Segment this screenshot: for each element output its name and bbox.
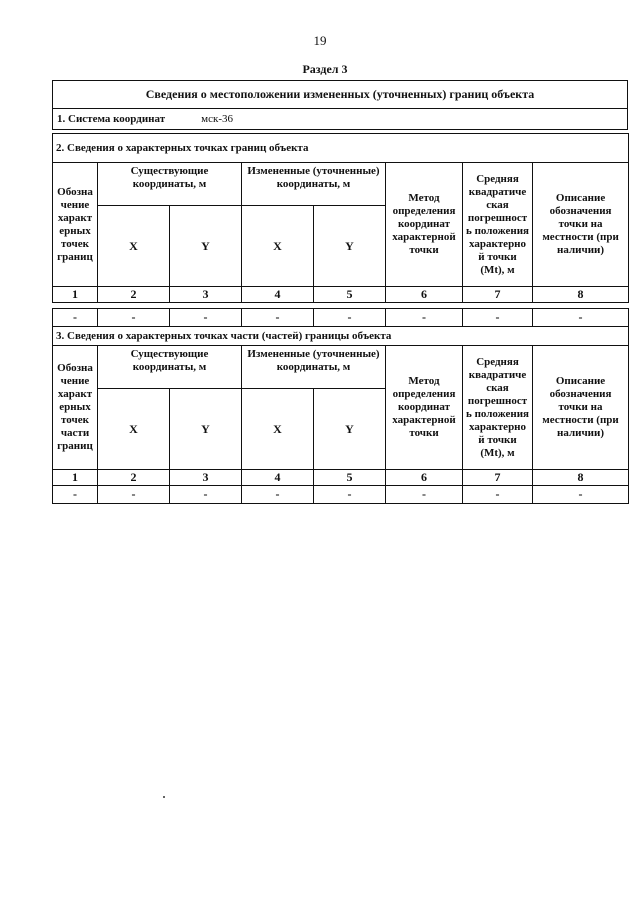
scan-speck (163, 796, 165, 798)
table-cell: - (533, 309, 629, 327)
col-point-designation: Обозна чение характ ерных точек части границ (53, 346, 98, 470)
col-mean-error: Средняя квадратиче ская погрешност ь положения характерно й точки (Mt), м (463, 163, 533, 287)
col-changed-x: X (242, 206, 314, 287)
table-cell: - (386, 486, 463, 504)
points-table-part-boundary (52, 326, 629, 504)
column-number: 4 (242, 470, 314, 486)
column-number: 1 (53, 287, 98, 303)
coord-system-row (53, 109, 628, 130)
column-number: 2 (98, 287, 170, 303)
table-cell: - (314, 486, 386, 504)
column-number: 8 (533, 287, 629, 303)
header-title: Сведения о местоположении измененных (уточненных) границ объекта (53, 81, 628, 109)
col-method: Метод определения координат характерной точки (386, 346, 463, 470)
col-description: Описание обозначения точки на местности (при наличии) (533, 163, 629, 287)
table-cell: - (463, 309, 533, 327)
col-changed-y: Y (314, 389, 386, 470)
column-number: 5 (314, 287, 386, 303)
col-existing-x: X (98, 389, 170, 470)
col-existing-coords: Существующие координаты, м (98, 346, 242, 389)
col-changed-y: Y (314, 206, 386, 287)
col-method: Метод определения координат характерной точки (386, 163, 463, 287)
col-point-designation: Обозна чение характ ерных точек границ (53, 163, 98, 287)
coord-system-value: мск-36 (201, 112, 234, 125)
page-number: 19 (313, 33, 327, 48)
table-cell: - (242, 309, 314, 327)
table-cell: - (53, 309, 98, 327)
table-cell: - (463, 486, 533, 504)
table-cell: - (53, 486, 98, 504)
table-cell: - (98, 309, 170, 327)
column-number: 5 (314, 470, 386, 486)
col-changed-coords: Измененные (уточненные) координаты, м (242, 163, 386, 206)
table-cell: - (98, 486, 170, 504)
col-existing-x: X (98, 206, 170, 287)
column-number-row (53, 287, 629, 303)
table-row (53, 309, 629, 327)
column-number: 7 (463, 470, 533, 486)
header-table (52, 80, 628, 109)
col-changed-coords: Измененные (уточненные) координаты, м (242, 346, 386, 389)
block2-caption: 2. Сведения о характерных точках границ объекта (53, 134, 629, 163)
col-existing-coords: Существующие координаты, м (98, 163, 242, 206)
column-number: 4 (242, 287, 314, 303)
section-title: Раздел 3 (302, 62, 348, 76)
col-existing-y: Y (170, 206, 242, 287)
column-number: 8 (533, 470, 629, 486)
column-number: 1 (53, 470, 98, 486)
column-number: 7 (463, 287, 533, 303)
block3-caption: 3. Сведения о характерных точках части (частей) границы объекта (53, 327, 629, 346)
col-mean-error: Средняя квадратиче ская погрешност ь положения характерно й точки (Mt), м (463, 346, 533, 470)
column-number: 6 (386, 470, 463, 486)
column-number: 3 (170, 287, 242, 303)
table-cell: - (170, 486, 242, 504)
table-cell: - (170, 309, 242, 327)
col-changed-x: X (242, 389, 314, 470)
table-cell: - (242, 486, 314, 504)
col-description: Описание обозначения точки на местности (при наличии) (533, 346, 629, 470)
table-cell: - (314, 309, 386, 327)
table-cell: - (533, 486, 629, 504)
coord-system-table (52, 108, 628, 130)
column-number: 6 (386, 287, 463, 303)
column-number: 2 (98, 470, 170, 486)
table-cell: - (386, 309, 463, 327)
points-table-boundary (52, 133, 629, 327)
column-number-row (53, 470, 629, 486)
table-row (53, 486, 629, 504)
coord-system-label: 1. Система координат (57, 112, 166, 125)
column-number: 3 (170, 470, 242, 486)
col-existing-y: Y (170, 389, 242, 470)
